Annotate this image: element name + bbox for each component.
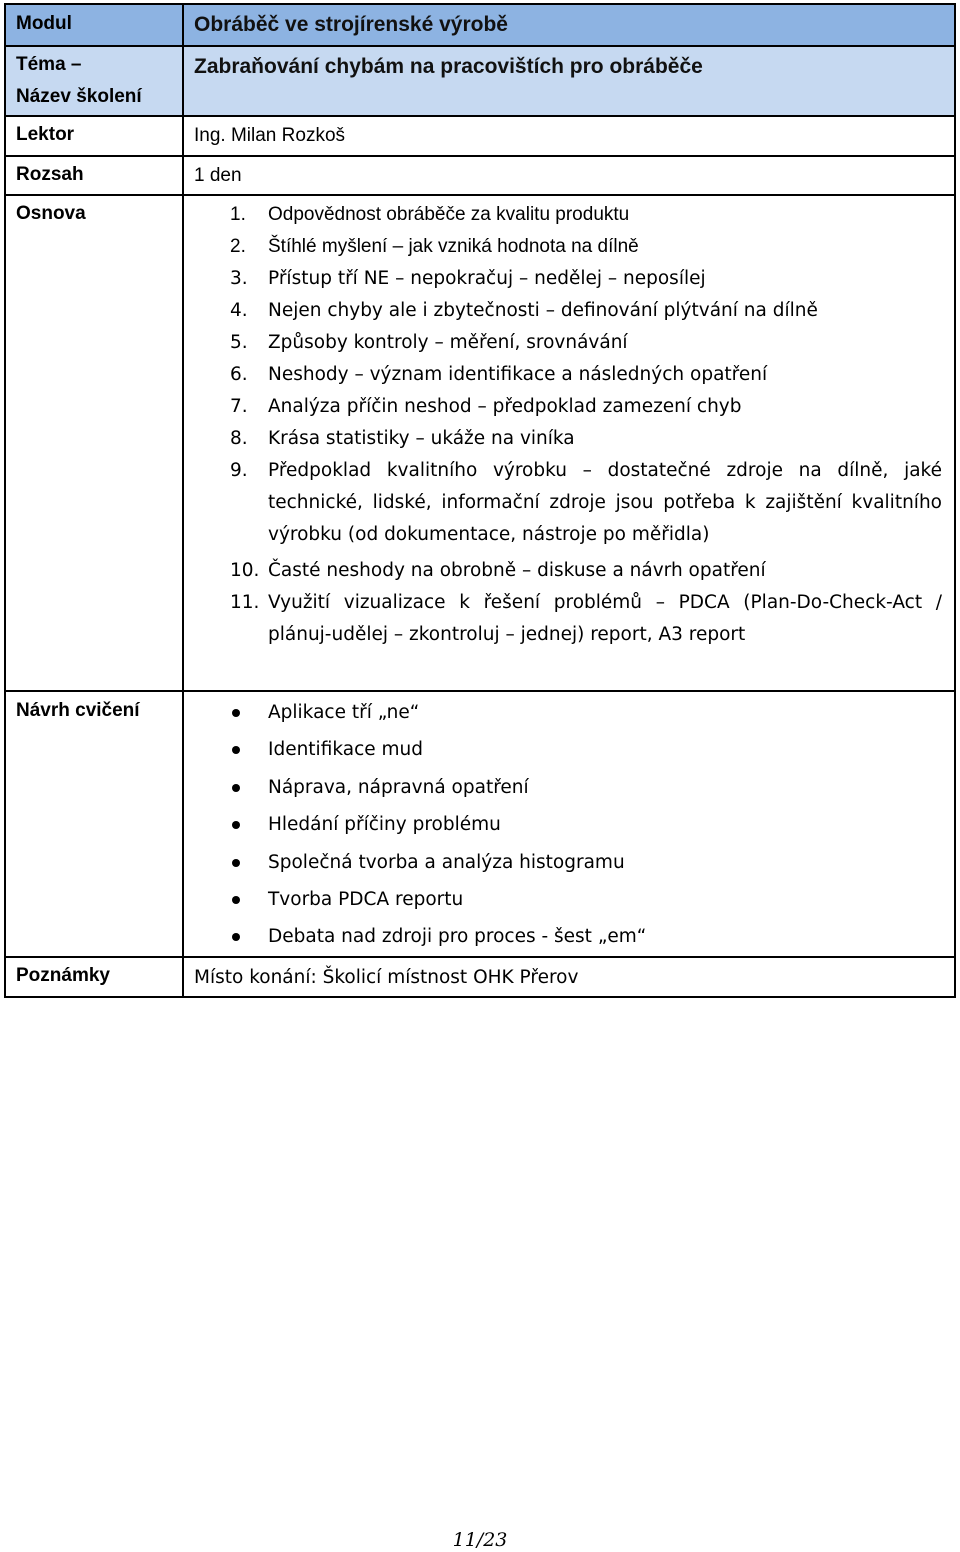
exercise-item	[194, 844, 944, 881]
outline-item-number: 6.	[230, 364, 248, 385]
outline-item-text: Krása statistiky – ukáže na viníka	[268, 428, 575, 449]
label-modul: Modul	[5, 4, 183, 46]
exercise-item	[194, 769, 944, 806]
row-tema	[5, 46, 955, 116]
outline-item-number: 8.	[230, 428, 248, 449]
outline-item	[194, 263, 944, 295]
label-osnova: Osnova	[5, 195, 183, 691]
outline-item-text: Nejen chyby ale i zbytečnosti – definování plýtvání na dílně	[268, 300, 818, 321]
outline-item-number: 9.	[230, 460, 248, 481]
label-tema-line2: Název školení	[16, 86, 142, 107]
label-tema-line1: Téma –	[16, 54, 82, 75]
outline-item	[194, 199, 944, 231]
outline-item-text: Způsoby kontroly – měření, srovnávání	[268, 332, 628, 353]
row-rozsah	[5, 156, 955, 195]
exercise-item-text: Aplikace tří „ne“	[268, 702, 420, 723]
outline-item	[194, 231, 944, 263]
exercise-item	[194, 806, 944, 843]
outline-item-number: 7.	[230, 396, 248, 417]
outline-item-text: Štíhlé myšlení – jak vzniká hodnota na dílně	[268, 236, 639, 257]
outline-item-number: 2.	[230, 236, 246, 257]
page-number: 11/23	[452, 1529, 508, 1551]
value-rozsah: 1 den	[183, 156, 955, 195]
course-info-table	[4, 3, 956, 998]
label-tema	[5, 46, 183, 116]
exercise-item-text: Debata nad zdroji pro proces - šest „em“	[268, 926, 647, 948]
exercise-item	[194, 918, 944, 955]
row-osnova	[5, 195, 955, 691]
outline-item	[194, 555, 944, 587]
exercise-item	[194, 694, 944, 731]
bullet-icon	[194, 694, 268, 731]
outline-item	[194, 587, 944, 651]
exercise-item	[194, 731, 944, 768]
outline-item-number: 11.	[230, 592, 260, 613]
exercise-item-text: Identifikace mud	[268, 739, 424, 761]
row-lektor	[5, 116, 955, 156]
outline-item-text: Analýza příčin neshod – předpoklad zamezení chyb	[268, 396, 742, 417]
value-poznamky: Místo konání: Školicí místnost OHK Přerov	[183, 957, 955, 997]
label-poznamky: Poznámky	[5, 957, 183, 997]
value-osnova	[183, 195, 955, 691]
bullet-icon	[194, 881, 268, 918]
value-modul: Obráběč ve strojírenské výrobě	[183, 4, 955, 46]
outline-item-number: 5.	[230, 332, 248, 353]
outline-item-text: Využití vizualizace k řešení problémů – PDCA (Plan-Do-Check-Act / plánuj-udělej – zkontroluj – jednej) report, A3 report	[268, 592, 942, 645]
outline-item-text: Předpoklad kvalitního výrobku – dostatečné zdroje na dílně, jaké technické, lidské, informační zdroje jsou potřeba k zajištění kvalitního výrobku (od dokumentace, nástroje po měřidla)	[268, 460, 942, 545]
bullet-icon	[194, 918, 268, 955]
exercise-item-text: Náprava, nápravná opatření	[268, 776, 529, 798]
outline-item	[194, 359, 944, 391]
bullet-icon	[194, 844, 268, 881]
label-lektor: Lektor	[5, 116, 183, 156]
bullet-icon	[194, 769, 268, 806]
row-poznamky	[5, 957, 955, 997]
outline-list	[194, 199, 944, 651]
outline-item-text: Časté neshody na obrobně – diskuse a návrh opatření	[268, 560, 766, 581]
value-cviceni	[183, 691, 955, 957]
outline-item-text: Odpovědnost obráběče za kvalitu produktu	[268, 204, 630, 225]
bullet-icon	[194, 731, 268, 768]
label-rozsah: Rozsah	[5, 156, 183, 195]
value-lektor: Ing. Milan Rozkoš	[183, 116, 955, 156]
outline-item	[194, 295, 944, 327]
exercise-item-text: Tvorba PDCA reportu	[268, 889, 464, 911]
exercise-list	[194, 694, 944, 956]
outline-item	[194, 455, 944, 551]
outline-item-text: Neshody – význam identifikace a následných opatření	[268, 364, 768, 385]
exercise-item	[194, 881, 944, 918]
label-cviceni: Návrh cvičení	[5, 691, 183, 957]
outline-item-number: 1.	[230, 204, 246, 225]
row-cviceni	[5, 691, 955, 957]
outline-item	[194, 423, 944, 455]
outline-item-number: 3.	[230, 268, 248, 289]
outline-item-number: 10.	[230, 560, 260, 581]
exercise-item-text: Společná tvorba a analýza histogramu	[268, 851, 625, 873]
row-modul	[5, 4, 955, 46]
outline-item-text: Přístup tří NE – nepokračuj – nedělej – neposílej	[268, 268, 706, 289]
outline-item	[194, 391, 944, 423]
outline-item-number: 4.	[230, 300, 248, 321]
value-tema: Zabraňování chybám na pracovištích pro obráběče	[183, 46, 955, 116]
bullet-icon	[194, 806, 268, 843]
exercise-item-text: Hledání příčiny problému	[268, 814, 501, 836]
outline-item	[194, 327, 944, 359]
